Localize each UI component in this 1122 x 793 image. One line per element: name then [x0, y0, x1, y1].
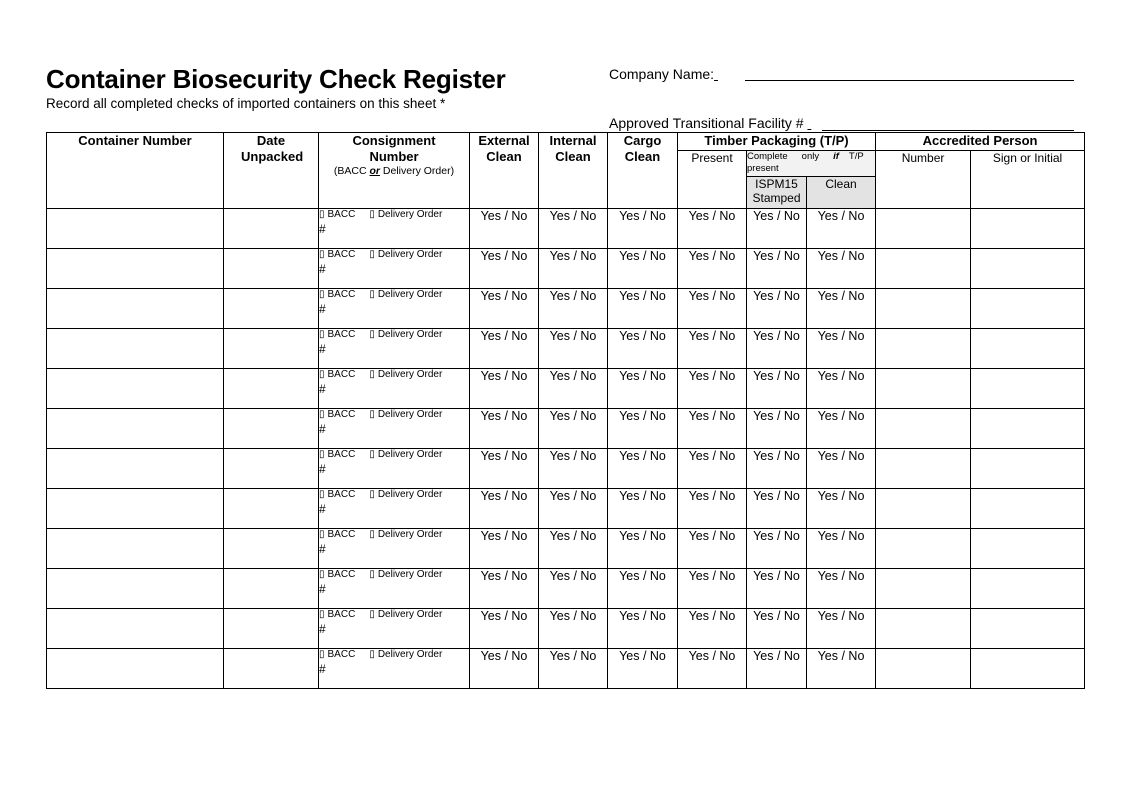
company-name-field[interactable] — [745, 80, 1074, 81]
tp-present-yes-no[interactable]: Yes / No — [678, 369, 747, 409]
sign-or-initial-cell[interactable] — [971, 209, 1085, 249]
table-row — [47, 489, 1085, 529]
bacc-checkbox[interactable]: ▯ BACC — [319, 369, 356, 380]
ispm15-stamped-yes-no[interactable]: Yes / No — [747, 249, 807, 289]
external-clean-yes-no[interactable]: Yes / No — [470, 649, 539, 689]
external-clean-yes-no[interactable]: Yes / No — [470, 609, 539, 649]
tp-present-yes-no[interactable]: Yes / No — [678, 529, 747, 569]
date-unpacked-cell[interactable] — [224, 209, 319, 249]
internal-clean-yes-no[interactable]: Yes / No — [539, 409, 608, 449]
cargo-clean-yes-no[interactable]: Yes / No — [608, 649, 678, 689]
container-number-cell[interactable] — [47, 449, 224, 489]
col-header-timber-packaging: Timber Packaging (T/P) — [678, 133, 876, 151]
facility-label: Approved Transitional Facility # — [609, 115, 804, 131]
col-header-present: Present — [678, 151, 747, 209]
date-unpacked-cell[interactable] — [224, 369, 319, 409]
table-row — [47, 289, 1085, 329]
tp-present-yes-no[interactable]: Yes / No — [678, 569, 747, 609]
table-row — [47, 649, 1085, 689]
internal-clean-yes-no[interactable]: Yes / No — [539, 569, 608, 609]
internal-clean-yes-no[interactable]: Yes / No — [539, 529, 608, 569]
external-clean-yes-no[interactable]: Yes / No — [470, 489, 539, 529]
container-number-cell[interactable] — [47, 249, 224, 289]
tp-clean-yes-no[interactable]: Yes / No — [807, 329, 876, 369]
cargo-clean-yes-no[interactable]: Yes / No — [608, 409, 678, 449]
internal-clean-yes-no[interactable]: Yes / No — [539, 249, 608, 289]
ispm15-stamped-yes-no[interactable]: Yes / No — [747, 569, 807, 609]
container-number-cell[interactable] — [47, 409, 224, 449]
accredited-number-cell[interactable] — [876, 449, 971, 489]
company-name-label: Company Name: — [609, 66, 715, 82]
date-unpacked-cell[interactable] — [224, 569, 319, 609]
container-number-cell[interactable] — [47, 289, 224, 329]
consignment-number-field[interactable]: # — [319, 502, 326, 516]
accredited-number-cell[interactable] — [876, 489, 971, 529]
tp-clean-yes-no[interactable]: Yes / No — [807, 409, 876, 449]
table-row — [47, 449, 1085, 489]
tp-clean-yes-no[interactable]: Yes / No — [807, 489, 876, 529]
sign-or-initial-cell[interactable] — [971, 329, 1085, 369]
sign-or-initial-cell[interactable] — [971, 529, 1085, 569]
cargo-clean-yes-no[interactable]: Yes / No — [608, 449, 678, 489]
accredited-number-cell[interactable] — [876, 649, 971, 689]
tp-present-yes-no[interactable]: Yes / No — [678, 609, 747, 649]
internal-clean-yes-no[interactable]: Yes / No — [539, 329, 608, 369]
container-number-cell[interactable] — [47, 569, 224, 609]
cargo-clean-yes-no[interactable]: Yes / No — [608, 529, 678, 569]
sign-or-initial-cell[interactable] — [971, 609, 1085, 649]
table-row — [47, 249, 1085, 289]
sign-or-initial-cell[interactable] — [971, 569, 1085, 609]
consignment-cell[interactable] — [319, 449, 470, 489]
tp-clean-yes-no[interactable]: Yes / No — [807, 609, 876, 649]
table-row — [47, 369, 1085, 409]
bacc-checkbox[interactable]: ▯ BACC — [319, 249, 356, 260]
page-subtitle: Record all completed checks of imported containers on this sheet * — [46, 96, 446, 111]
bacc-checkbox[interactable]: ▯ BACC — [319, 489, 356, 500]
container-number-cell[interactable] — [47, 209, 224, 249]
accredited-number-cell[interactable] — [876, 329, 971, 369]
tp-present-yes-no[interactable]: Yes / No — [678, 489, 747, 529]
delivery-order-checkbox[interactable]: ▯ Delivery Order — [369, 249, 443, 260]
delivery-order-checkbox[interactable]: ▯ Delivery Order — [369, 569, 443, 580]
date-unpacked-cell[interactable] — [224, 329, 319, 369]
consignment-number-field[interactable]: # — [319, 262, 326, 276]
consignment-number-field[interactable]: # — [319, 662, 326, 676]
delivery-order-checkbox[interactable]: ▯ Delivery Order — [369, 529, 443, 540]
ispm15-stamped-yes-no[interactable]: Yes / No — [747, 609, 807, 649]
consignment-cell[interactable] — [319, 209, 470, 249]
date-unpacked-cell[interactable] — [224, 609, 319, 649]
consignment-cell[interactable] — [319, 409, 470, 449]
external-clean-yes-no[interactable]: Yes / No — [470, 209, 539, 249]
delivery-order-checkbox[interactable]: ▯ Delivery Order — [369, 609, 443, 620]
bacc-checkbox[interactable]: ▯ BACC — [319, 209, 356, 220]
tp-present-yes-no[interactable]: Yes / No — [678, 249, 747, 289]
col-header-number: Number — [876, 151, 971, 209]
consignment-cell[interactable] — [319, 609, 470, 649]
bacc-checkbox[interactable]: ▯ BACC — [319, 609, 356, 620]
table-row — [47, 329, 1085, 369]
bacc-checkbox[interactable]: ▯ BACC — [319, 409, 356, 420]
sign-or-initial-cell[interactable] — [971, 489, 1085, 529]
cargo-clean-yes-no[interactable]: Yes / No — [608, 329, 678, 369]
internal-clean-yes-no[interactable]: Yes / No — [539, 369, 608, 409]
external-clean-yes-no[interactable]: Yes / No — [470, 289, 539, 329]
bacc-checkbox[interactable]: ▯ BACC — [319, 569, 356, 580]
bacc-checkbox[interactable]: ▯ BACC — [319, 529, 356, 540]
tp-clean-yes-no[interactable]: Yes / No — [807, 369, 876, 409]
date-unpacked-cell[interactable] — [224, 249, 319, 289]
container-number-cell[interactable] — [47, 609, 224, 649]
delivery-order-checkbox[interactable]: ▯ Delivery Order — [369, 409, 443, 420]
tp-clean-yes-no[interactable]: Yes / No — [807, 249, 876, 289]
consignment-number-field[interactable]: # — [319, 582, 326, 596]
internal-clean-yes-no[interactable]: Yes / No — [539, 449, 608, 489]
external-clean-yes-no[interactable]: Yes / No — [470, 449, 539, 489]
date-unpacked-cell[interactable] — [224, 289, 319, 329]
col-header-internal-clean: Internal Clean — [539, 133, 608, 209]
consignment-cell[interactable] — [319, 249, 470, 289]
sign-or-initial-cell[interactable] — [971, 249, 1085, 289]
delivery-order-checkbox[interactable]: ▯ Delivery Order — [369, 489, 443, 500]
consignment-number-field[interactable]: # — [319, 542, 326, 556]
ispm15-stamped-yes-no[interactable]: Yes / No — [747, 529, 807, 569]
container-number-cell[interactable] — [47, 369, 224, 409]
tp-clean-yes-no[interactable]: Yes / No — [807, 289, 876, 329]
delivery-order-checkbox[interactable]: ▯ Delivery Order — [369, 449, 443, 460]
cargo-clean-yes-no[interactable]: Yes / No — [608, 289, 678, 329]
container-number-cell[interactable] — [47, 529, 224, 569]
tp-present-yes-no[interactable]: Yes / No — [678, 409, 747, 449]
cargo-clean-yes-no[interactable]: Yes / No — [608, 609, 678, 649]
tp-clean-yes-no[interactable]: Yes / No — [807, 649, 876, 689]
ispm15-stamped-yes-no[interactable]: Yes / No — [747, 329, 807, 369]
ispm15-stamped-yes-no[interactable]: Yes / No — [747, 209, 807, 249]
timber-note: Complete only if T/P present — [747, 151, 876, 177]
consignment-number-field[interactable]: # — [319, 342, 326, 356]
tp-present-yes-no[interactable]: Yes / No — [678, 649, 747, 689]
consignment-cell[interactable] — [319, 569, 470, 609]
col-header-accredited-person: Accredited Person — [876, 133, 1085, 151]
cargo-clean-yes-no[interactable]: Yes / No — [608, 369, 678, 409]
tp-clean-yes-no[interactable]: Yes / No — [807, 449, 876, 489]
date-unpacked-cell[interactable] — [224, 529, 319, 569]
col-header-date-unpacked: Date Unpacked — [224, 133, 319, 209]
accredited-number-cell[interactable] — [876, 369, 971, 409]
col-header-external-clean: External Clean — [470, 133, 539, 209]
external-clean-yes-no[interactable]: Yes / No — [470, 249, 539, 289]
internal-clean-yes-no[interactable]: Yes / No — [539, 489, 608, 529]
tp-present-yes-no[interactable]: Yes / No — [678, 289, 747, 329]
tp-clean-yes-no[interactable]: Yes / No — [807, 209, 876, 249]
consignment-cell[interactable] — [319, 649, 470, 689]
consignment-number-field[interactable]: # — [319, 382, 326, 396]
accredited-number-cell[interactable] — [876, 569, 971, 609]
tp-present-yes-no[interactable]: Yes / No — [678, 329, 747, 369]
container-number-cell[interactable] — [47, 329, 224, 369]
date-unpacked-cell[interactable] — [224, 449, 319, 489]
consignment-number-field[interactable]: # — [319, 422, 326, 436]
cargo-clean-yes-no[interactable]: Yes / No — [608, 209, 678, 249]
register-table — [46, 132, 1085, 689]
table-row — [47, 529, 1085, 569]
accredited-number-cell[interactable] — [876, 609, 971, 649]
ispm15-stamped-yes-no[interactable]: Yes / No — [747, 289, 807, 329]
tp-clean-yes-no[interactable]: Yes / No — [807, 529, 876, 569]
consignment-number-field[interactable]: # — [319, 462, 326, 476]
cargo-clean-yes-no[interactable]: Yes / No — [608, 569, 678, 609]
accredited-number-cell[interactable] — [876, 209, 971, 249]
external-clean-yes-no[interactable]: Yes / No — [470, 529, 539, 569]
sign-or-initial-cell[interactable] — [971, 369, 1085, 409]
sign-or-initial-cell[interactable] — [971, 289, 1085, 329]
consignment-cell[interactable] — [319, 289, 470, 329]
ispm15-stamped-yes-no[interactable]: Yes / No — [747, 649, 807, 689]
tp-present-yes-no[interactable]: Yes / No — [678, 209, 747, 249]
delivery-order-checkbox[interactable]: ▯ Delivery Order — [369, 369, 443, 380]
consignment-number-field[interactable]: # — [319, 222, 326, 236]
external-clean-yes-no[interactable]: Yes / No — [470, 409, 539, 449]
internal-clean-yes-no[interactable]: Yes / No — [539, 649, 608, 689]
ispm15-stamped-yes-no[interactable]: Yes / No — [747, 409, 807, 449]
col-header-clean: Clean — [807, 177, 876, 209]
delivery-order-checkbox[interactable]: ▯ Delivery Order — [369, 209, 443, 220]
sign-or-initial-cell[interactable] — [971, 649, 1085, 689]
bacc-checkbox[interactable]: ▯ BACC — [319, 289, 356, 300]
consignment-cell[interactable] — [319, 529, 470, 569]
col-header-sign-or-initial: Sign or Initial — [971, 151, 1085, 209]
page-title: Container Biosecurity Check Register — [46, 64, 506, 94]
delivery-order-checkbox[interactable]: ▯ Delivery Order — [369, 329, 443, 340]
bacc-checkbox[interactable]: ▯ BACC — [319, 329, 356, 340]
ispm15-stamped-yes-no[interactable]: Yes / No — [747, 369, 807, 409]
table-row — [47, 569, 1085, 609]
consignment-cell[interactable] — [319, 329, 470, 369]
consignment-number-field[interactable]: # — [319, 622, 326, 636]
date-unpacked-cell[interactable] — [224, 409, 319, 449]
cargo-clean-yes-no[interactable]: Yes / No — [608, 249, 678, 289]
col-header-ispm15-stamped: ISPM15 Stamped — [747, 177, 807, 209]
consignment-cell[interactable] — [319, 489, 470, 529]
table-row — [47, 409, 1085, 449]
sign-or-initial-cell[interactable] — [971, 449, 1085, 489]
ispm15-stamped-yes-no[interactable]: Yes / No — [747, 449, 807, 489]
register-rows — [47, 209, 1085, 689]
external-clean-yes-no[interactable]: Yes / No — [470, 369, 539, 409]
internal-clean-yes-no[interactable]: Yes / No — [539, 609, 608, 649]
delivery-order-checkbox[interactable]: ▯ Delivery Order — [369, 649, 443, 660]
accredited-number-cell[interactable] — [876, 409, 971, 449]
external-clean-yes-no[interactable]: Yes / No — [470, 569, 539, 609]
consignment-number-field[interactable]: # — [319, 302, 326, 316]
external-clean-yes-no[interactable]: Yes / No — [470, 329, 539, 369]
accredited-number-cell[interactable] — [876, 249, 971, 289]
tp-present-yes-no[interactable]: Yes / No — [678, 449, 747, 489]
internal-clean-yes-no[interactable]: Yes / No — [539, 289, 608, 329]
col-header-cargo-clean: Cargo Clean — [608, 133, 678, 209]
internal-clean-yes-no[interactable]: Yes / No — [539, 209, 608, 249]
date-unpacked-cell[interactable] — [224, 649, 319, 689]
col-header-container-number: Container Number — [47, 133, 224, 209]
ispm15-stamped-yes-no[interactable]: Yes / No — [747, 489, 807, 529]
date-unpacked-cell[interactable] — [224, 489, 319, 529]
bacc-checkbox[interactable]: ▯ BACC — [319, 449, 356, 460]
col-header-consignment-number: Consignment Number (BACC or Delivery Order) — [319, 133, 470, 209]
facility-number-field[interactable] — [822, 130, 1074, 131]
cargo-clean-yes-no[interactable]: Yes / No — [608, 489, 678, 529]
sign-or-initial-cell[interactable] — [971, 409, 1085, 449]
accredited-number-cell[interactable] — [876, 289, 971, 329]
container-number-cell[interactable] — [47, 489, 224, 529]
consignment-cell[interactable] — [319, 369, 470, 409]
table-row — [47, 609, 1085, 649]
container-number-cell[interactable] — [47, 649, 224, 689]
consignment-note: (BACC or Delivery Order) — [333, 165, 455, 177]
accredited-number-cell[interactable] — [876, 529, 971, 569]
table-row — [47, 209, 1085, 249]
delivery-order-checkbox[interactable]: ▯ Delivery Order — [369, 289, 443, 300]
tp-clean-yes-no[interactable]: Yes / No — [807, 569, 876, 609]
bacc-checkbox[interactable]: ▯ BACC — [319, 649, 356, 660]
